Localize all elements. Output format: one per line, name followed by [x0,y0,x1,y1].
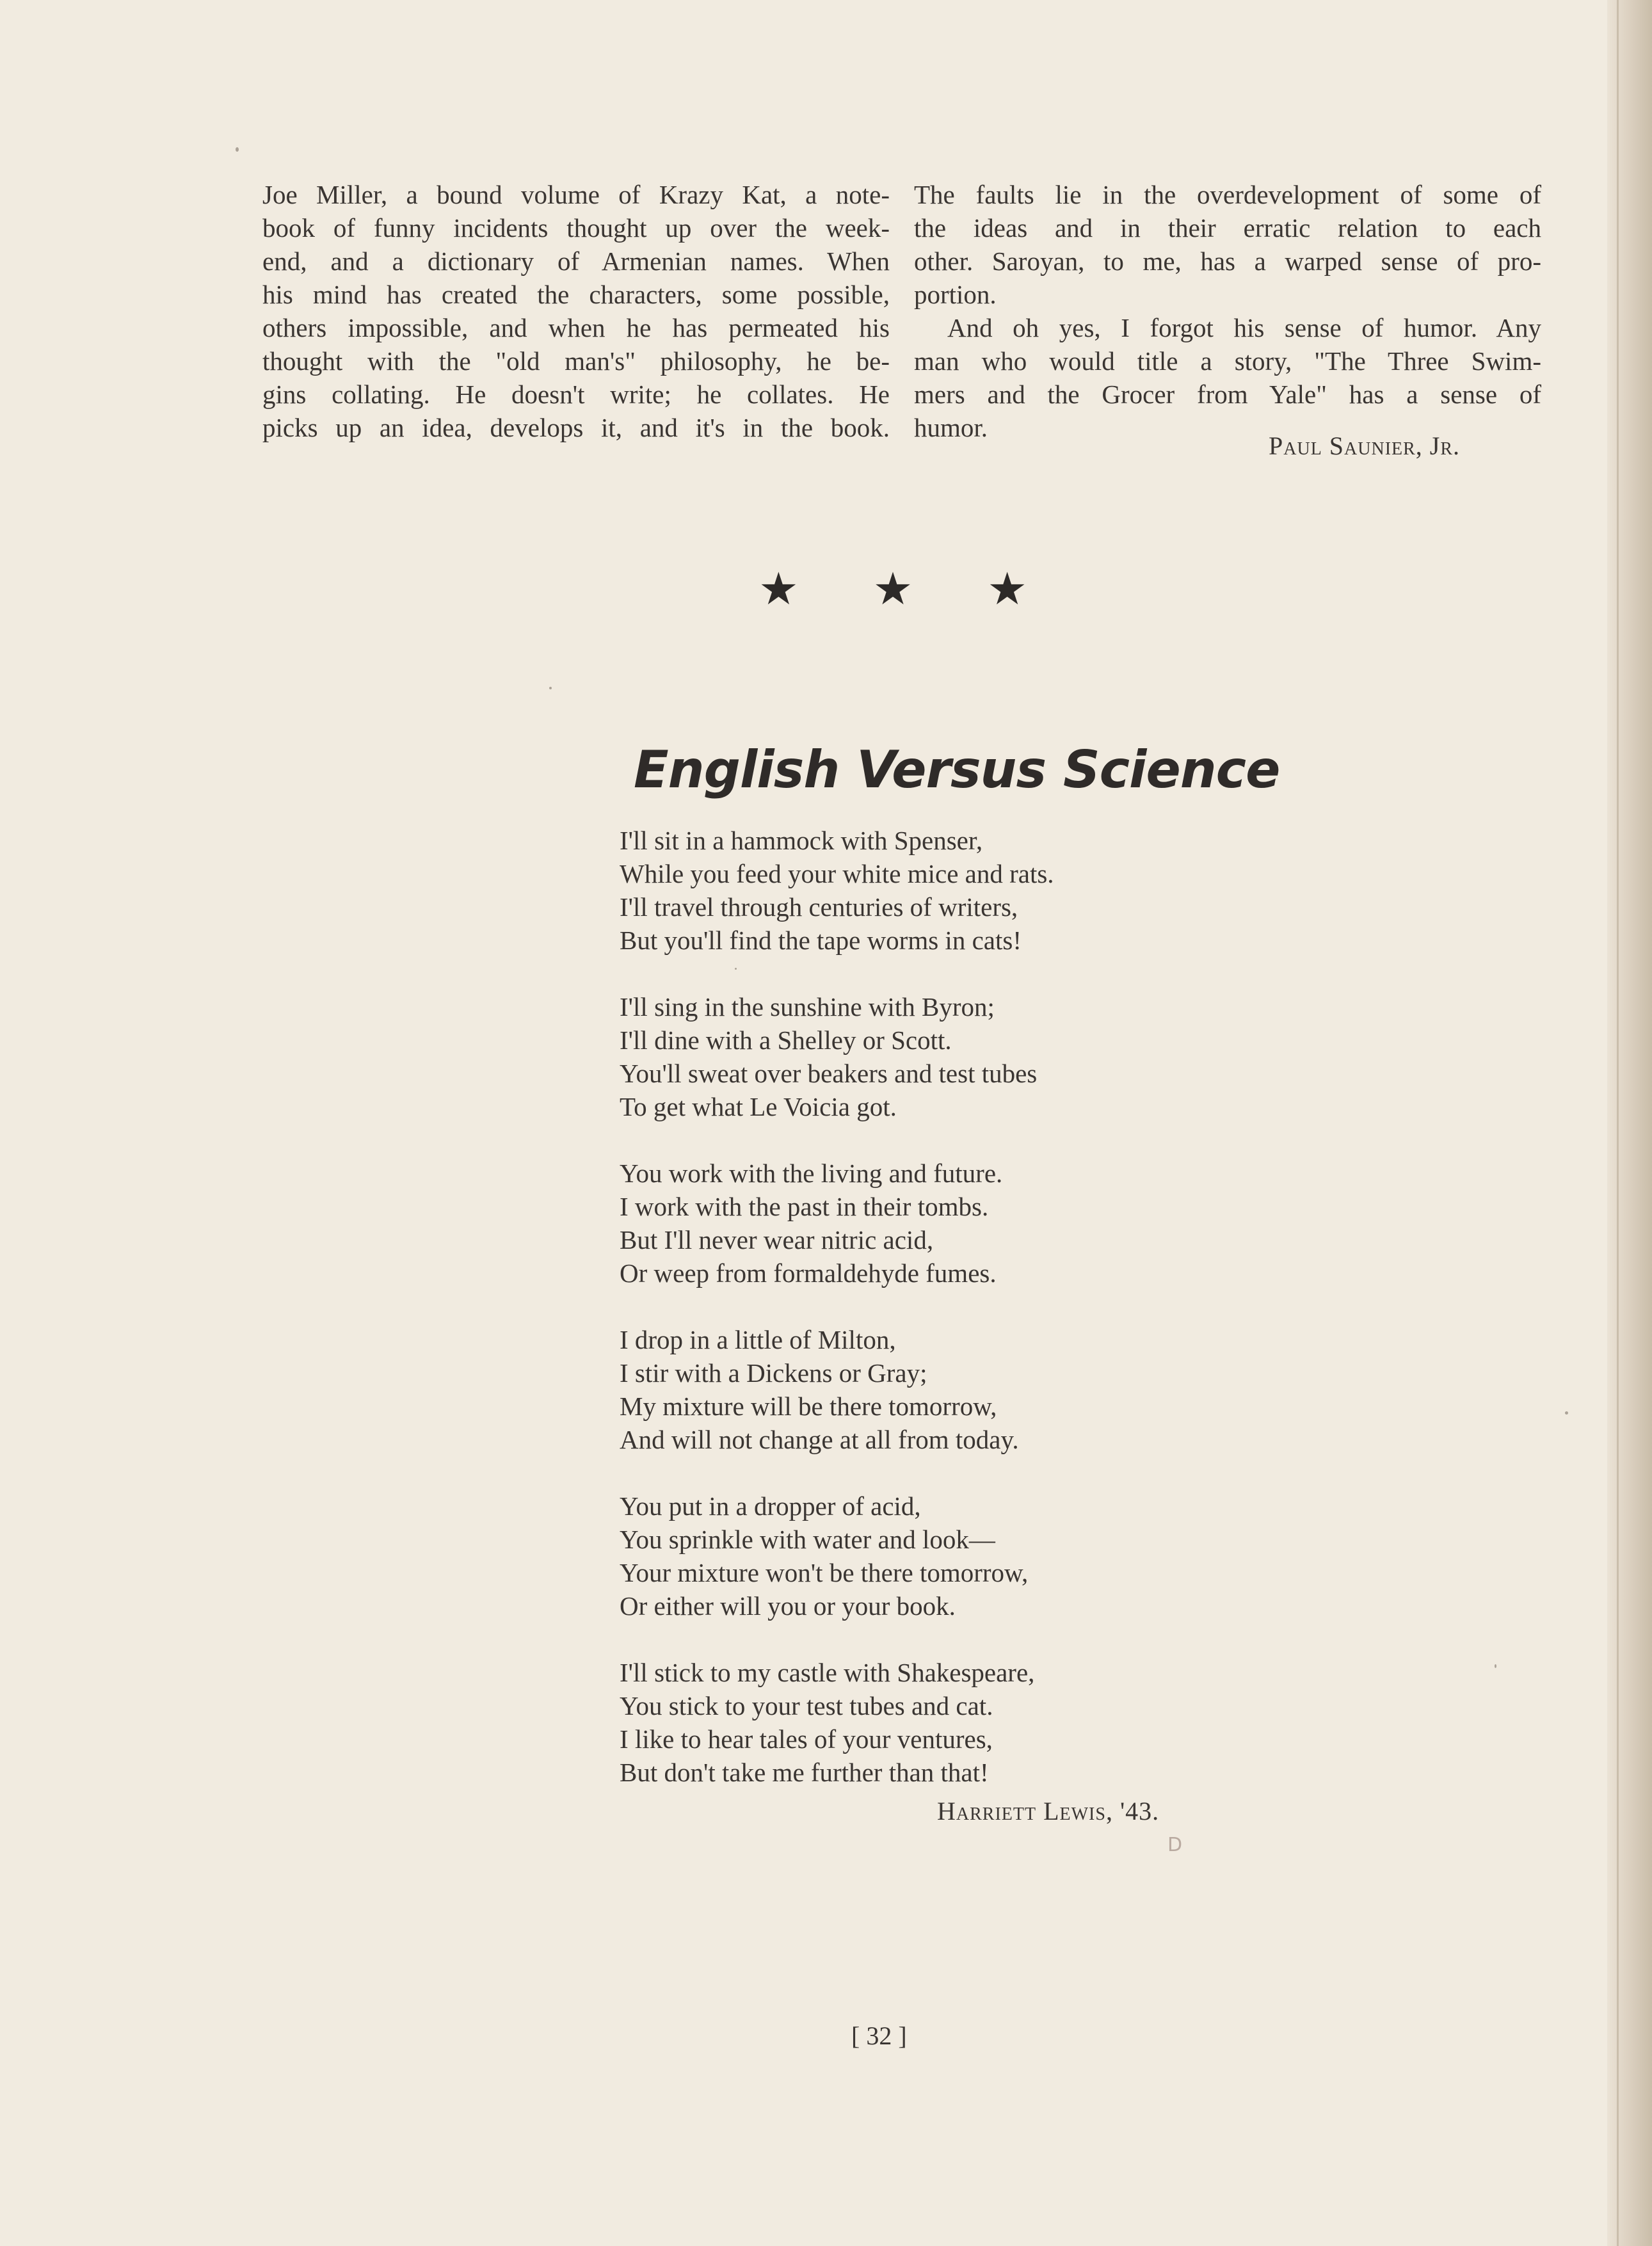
poem-line: I'll travel through centuries of writers, [620,892,1018,922]
star-icon: ★ [872,563,913,615]
poem-line: You work with the living and future. [620,1159,1003,1188]
poem-line: I work with the past in their tombs. [620,1192,989,1221]
poem-line: You put in a dropper of acid, [620,1491,921,1521]
poem-stanza [620,990,1054,1123]
essay-line: Joe Miller, a bound volume of Krazy Kat, a note- [262,180,890,209]
poem-line: I'll sit in a hammock with Spenser, [620,826,983,855]
poem-line: Or weep from formaldehyde fumes. [620,1258,997,1288]
paper-speck [1495,1664,1496,1668]
essay-line: And oh yes, I forgot his sense of humor. Any [947,313,1541,342]
essay-left-column [262,178,890,444]
essay-line: other. Saroyan, to me, has a warped sense of pro- [914,246,1541,276]
poem-line: But don't take me further than that! [620,1758,989,1787]
essay-right-column [914,178,1541,444]
page-edge-line [1617,0,1619,2246]
page-number: [ 32 ] [851,2021,907,2050]
pencil-mark: D [1167,1834,1183,1856]
poem-line: To get what Le Voicia got. [620,1092,897,1121]
poem-line: I drop in a little of Milton, [620,1325,896,1354]
poem-stanza [620,1157,1054,1290]
paper-speck [236,147,239,152]
essay-line: mers and the Grocer from Yale" has a sense of [914,380,1541,409]
poem-line: I'll sing in the sunshine with Byron; [620,992,995,1022]
paper-speck [549,687,552,689]
essay-line: book of funny incidents thought up over the week- [262,213,890,243]
essay-line: The faults lie in the overdevelopment of some of [914,180,1541,209]
section-divider-stars [758,563,1027,615]
poem-body [620,824,1054,1789]
poem-line: Your mixture won't be there tomorrow, [620,1558,1029,1587]
poem-line: I like to hear tales of your ventures, [620,1724,993,1754]
poem-line: But you'll find the tape worms in cats! [620,926,1022,955]
poem-line: I'll stick to my castle with Shakespeare, [620,1658,1035,1687]
poem-line: My mixture will be there tomorrow, [620,1392,997,1421]
poem-line: You sprinkle with water and look— [620,1525,995,1554]
essay-line: his mind has created the characters, some possible, [262,280,890,309]
poem-stanza [620,824,1054,957]
essay-line: the ideas and in their erratic relation to each [914,213,1541,243]
essay-line: gins collating. He doesn't write; he collates. He [262,380,890,409]
poem-line: I'll dine with a Shelley or Scott. [620,1025,952,1055]
essay-line: man who would title a story, "The Three Swim- [914,346,1541,376]
poem-line: You stick to your test tubes and cat. [620,1691,993,1721]
essay-line: portion. [914,280,997,309]
paper-speck [735,968,737,970]
paper-speck [1565,1411,1568,1415]
essay-line: thought with the "old man's" philosophy, he be- [262,346,890,376]
essay-line: others impossible, and when he has permeated his [262,313,890,342]
poem-line: And will not change at all from today. [620,1425,1019,1454]
poem-stanza [620,1323,1054,1456]
poem-line: You'll sweat over beakers and test tubes [620,1059,1038,1088]
poem-line: While you feed your white mice and rats. [620,859,1054,888]
poem-line: I stir with a Dickens or Gray; [620,1358,927,1388]
poem-author-signature: Harriett Lewis, '43. [937,1797,1160,1825]
essay-line: end, and a dictionary of Armenian names. When [262,246,890,276]
poem-stanza [620,1656,1054,1789]
poem-line: But I'll never wear nitric acid, [620,1225,934,1255]
poem-line: Or either will you or your book. [620,1591,956,1621]
star-icon: ★ [987,563,1027,615]
poem-stanza [620,1489,1054,1623]
poem-title: English Versus Science [634,740,1280,799]
essay-line: picks up an idea, develops it, and it's in the book. [262,413,890,442]
essay-line: humor. [914,413,988,442]
page-edge [1607,0,1652,2246]
essay-author-signature: Paul Saunier, Jr. [1269,431,1461,460]
star-icon: ★ [758,563,799,615]
